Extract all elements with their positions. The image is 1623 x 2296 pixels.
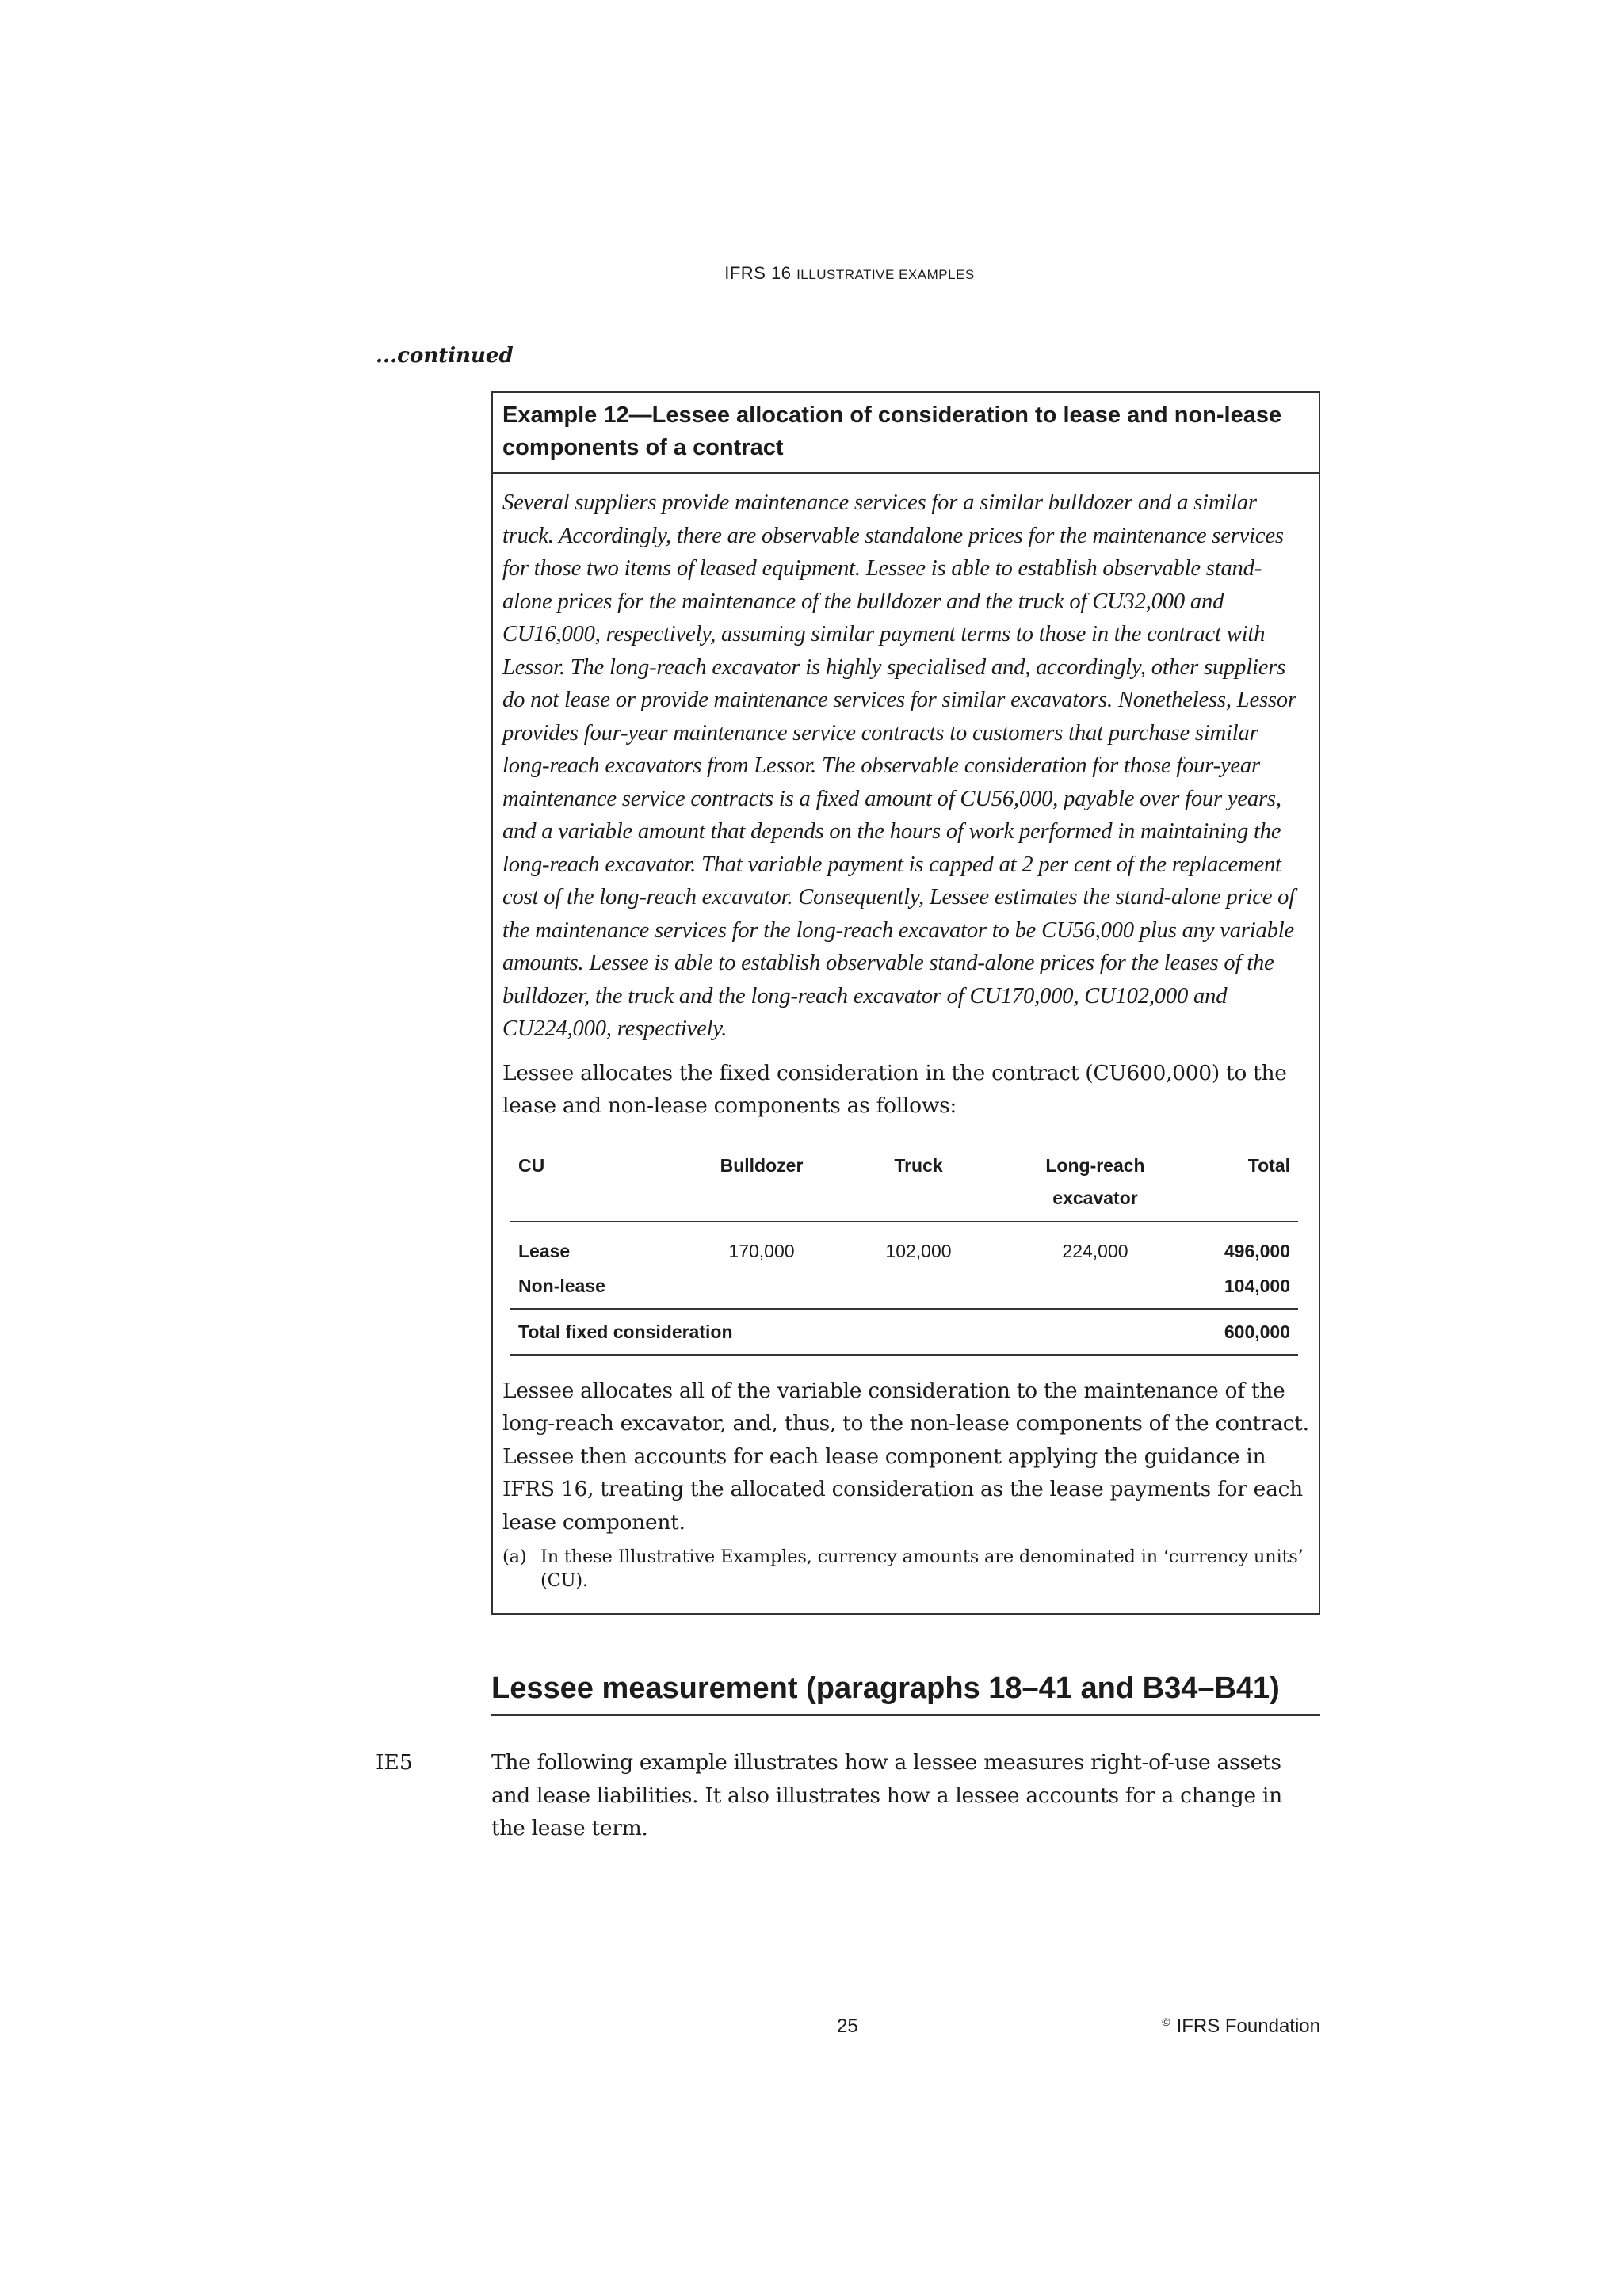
paragraph-number: IE5	[376, 1750, 413, 1775]
footnote-marker: (a)	[502, 1547, 527, 1567]
table-header-excavator-text: Long-reach excavator	[1045, 1154, 1145, 1208]
cell-excavator: 224,000	[1062, 1240, 1128, 1261]
cell-truck	[842, 1268, 995, 1309]
example-title: Example 12—Lessee allocation of consideration to lease and non-lease components of a contract	[493, 393, 1319, 474]
cell-bulldozer	[682, 1268, 842, 1309]
cell-total: 104,000	[1195, 1268, 1298, 1309]
copyright	[1162, 2016, 1320, 2038]
page-number: 25	[837, 2016, 858, 2037]
cell-bulldozer: 170,000	[728, 1240, 795, 1261]
cell-total: 496,000	[1224, 1240, 1290, 1261]
table-header-cu: CU	[510, 1150, 682, 1222]
copyright-symbol: ©	[1162, 2016, 1170, 2028]
table-header-total: Total	[1195, 1150, 1298, 1222]
example-after-paragraph: Lessee allocates all of the variable consideration to the maintenance of the long-reach excavator, and, thus, to the non-lease components of the contract. Lessee then accounts for each lease component applying the guidance in IFRS 16, treating the allocated consideration as the lease payments for each lease component.	[502, 1378, 1309, 1535]
paragraph-text: The following example illustrates how a lessee measures right-of-use assets and lease liabilities. It also illustrates how a lessee accounts for a change in the lease term.	[491, 1750, 1282, 1840]
table-header-bulldozer: Bulldozer	[682, 1150, 842, 1222]
table-header-truck: Truck	[842, 1150, 995, 1222]
total-row-label: Total fixed consideration	[510, 1309, 1195, 1355]
footnote-text: In these Illustrative Examples, currency amounts are denominated in ‘currency units’ (CU).	[540, 1547, 1304, 1591]
row-label: Non-lease	[510, 1268, 682, 1309]
row-label: Lease	[518, 1240, 571, 1261]
cell-excavator	[995, 1268, 1195, 1309]
footnote	[502, 1545, 1309, 1592]
example-body	[493, 474, 1319, 1592]
section-heading: Lessee measurement (paragraphs 18–41 and B34–B41)	[491, 1667, 1320, 1716]
continued-label: ...continued	[376, 344, 514, 368]
example-box	[491, 391, 1320, 1615]
table-header-row	[510, 1150, 1298, 1222]
cell-truck: 102,000	[885, 1240, 952, 1261]
running-head	[0, 263, 1623, 284]
table-row	[510, 1222, 1298, 1268]
example-intro-paragraph: Lessee allocates the fixed consideration in the contract (CU600,000) to the lease and non-lease components as follows:	[502, 1060, 1287, 1118]
example-italic-paragraph: Several suppliers provide maintenance services for a similar bulldozer and a similar truck. Accordingly, there are observable standalone prices for the maintenance services for those two items of leased equipment. Lessee is able to establish observable stand-alone prices for the maintenance of the bulldozer and the truck of CU32,000 and CU16,000, respectively, assuming similar payment terms to those in the contract with Lessor. The long-reach excavator is highly specialised and, accordingly, other suppliers do not lease or provide maintenance services for similar excavators. Nonetheless, Lessor provides four-year maintenance service contracts to customers that purchase similar long-reach excavators from Lessor. The observable consideration for those four-year maintenance service contracts is a fixed amount of CU56,000, payable over four years, and a variable amount that depends on the hours of work performed in maintaining the long-reach excavator. That variable payment is capped at 2 per cent of the replacement cost of the long-reach excavator. Consequently, Lessee estimates the stand-alone price of the maintenance services for the long-reach excavator to be CU56,000 plus any variable amounts. Lessee is able to establish observable stand-alone prices for the leases of the bulldozer, the truck and the long-reach excavator of CU170,000, CU102,000 and CU224,000, respectively.	[502, 490, 1296, 1041]
total-row-value: 600,000	[1195, 1309, 1298, 1355]
running-head-prefix: IFRS 16	[724, 263, 792, 283]
allocation-table	[510, 1150, 1298, 1356]
table-row	[510, 1268, 1298, 1309]
running-head-smallcaps: ILLUSTRATIVE EXAMPLES	[796, 267, 975, 282]
copyright-holder: IFRS Foundation	[1176, 2016, 1320, 2037]
table-header-excavator	[995, 1150, 1195, 1222]
table-total-row	[510, 1309, 1298, 1355]
